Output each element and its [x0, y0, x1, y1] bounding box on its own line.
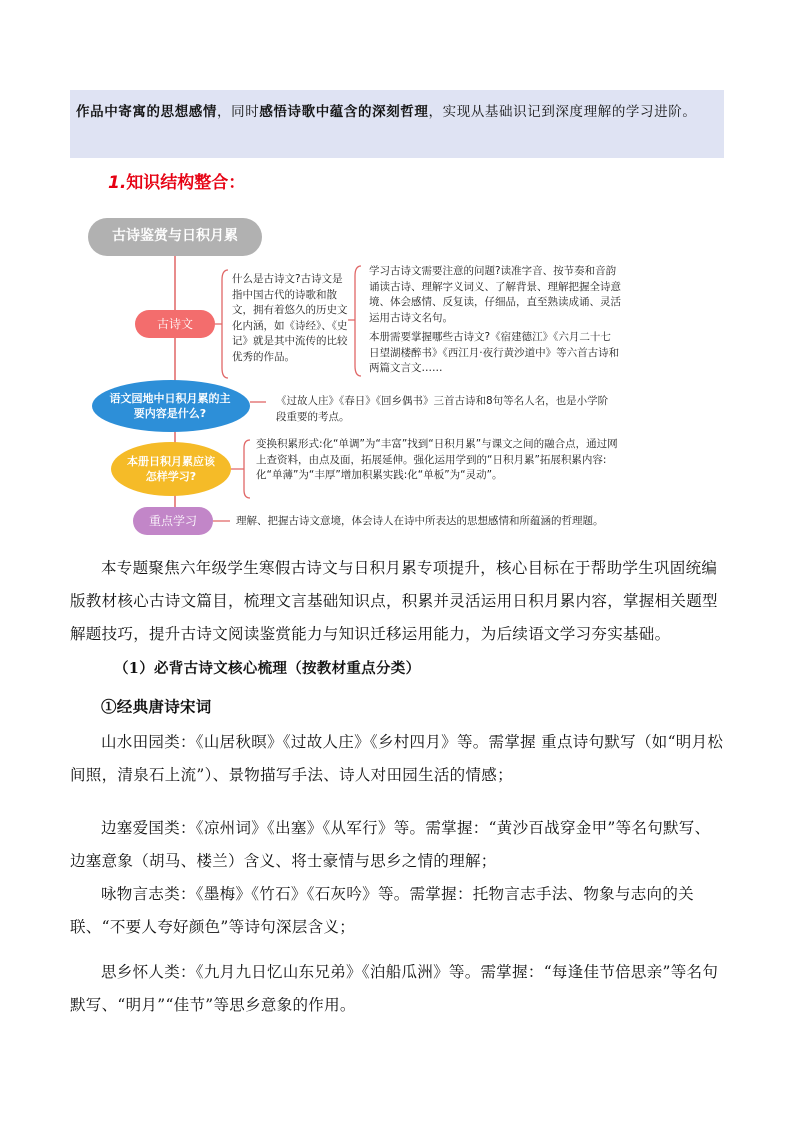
node2-description: 《过故人庄》《春日》《回乡偶书》三首古诗和8句等名人名，也是小学阶段重要的考点。 — [276, 395, 609, 423]
intro-bold-phrase-1: 作品中寄寓的思想感情 — [76, 104, 217, 120]
root-node: 古诗鉴赏与日积月累 — [112, 228, 238, 244]
node1-brace — [215, 270, 228, 378]
body-paragraph-object: 咏物言志类：《墨梅》《竹石》《石灰吟》等。需掌握：托物言志手法、物象与志向的关联、“不要人夸好颜色”等诗句深层含义； — [70, 885, 694, 936]
body-paragraph-homesick: 思乡怀人类：《九月九日忆山东兄弟》《泊船瓜洲》等。需掌握：“每逢佳节倍思亲”等名句默写、“明月”“佳节”等思乡意象的作用。 — [70, 963, 719, 1014]
subheading-core-poems: （1）必背古诗文核心梳理（按教材重点分类） — [114, 660, 421, 677]
node1-sub-item-2: 本册需要掌握哪些古诗文?《宿建德江》《六月二十七日望湖楼醉书》《西江月·夜行黄沙道中》等六首古诗和两篇文言文…… — [369, 331, 620, 374]
intro-bold-phrase-2: 感悟诗歌中蕴含的深刻哲理 — [259, 104, 429, 120]
intro-separator: ，同时 — [217, 104, 260, 120]
node3-description: 变换积累形式:化“单调”为“丰富”找到“日积月累”与课文之间的融合点，通过网上查资料，由点及面，拓展延伸。强化运用学到的“日积月累”拓展积累内容:化“单薄”为“丰厚”增加积累实践:化“单板”为“灵动”。 — [256, 438, 618, 481]
body-paragraph-intro: 本专题聚焦六年级学生寒假古诗文与日积月累专项提升，核心目标在于帮助学生巩固统编版教材核心古诗文篇目，梳理文言基础知识点，积累并灵活运用日积月累内容，掌握相关题型解题技巧，提升古诗文阅读鉴赏能力与知识迁移运用能力，为后续语文学习夯实基础。 — [70, 559, 718, 643]
node3-brace — [231, 440, 250, 498]
node1-description: 什么是古诗文?古诗文是指中国古代的诗歌和散文，拥有着悠久的历史文化内涵，如《诗经》、《史记》就是其中流传的比较优秀的作品。 — [232, 273, 348, 363]
intro-rest: ，实现从基础识记到深度理解的学习进阶。 — [428, 104, 697, 120]
node1-sub-item-1: 学习古诗文需要注意的问题?读准字音、按节奏和音韵诵读古诗、理解字义词义、了解背景、理解把握全诗意境、体会感情、反复读，仔细品，直至熟读成诵、灵活运用古诗文名句。 — [369, 265, 621, 324]
section-number: 1. — [108, 173, 127, 193]
node4-description: 理解、把握古诗文意境，体会诗人在诗中所表达的思想感情和所蕴涵的哲理题。 — [236, 515, 604, 527]
body-paragraph-frontier: 边塞爱国类：《凉州词》《出塞》《从军行》等。需掌握：“黄沙百战穿金甲”等名句默写、边塞意象（胡马、楼兰）含义、将士豪情与思乡之情的理解； — [70, 819, 711, 870]
body-paragraph-landscape: 山水田园类：《山居秋暝》《过故人庄》《乡村四月》等。需掌握 重点诗句默写（如“明月松间照，清泉石上流”）、景物描写手法、诗人对田园生活的情感； — [70, 733, 724, 784]
node4-label: 重点学习 — [148, 514, 197, 528]
node2-label: 语文园地中日积月累的主要内容是什么? — [109, 392, 231, 420]
node3-label: 本册日积月累应该怎样学习? — [127, 455, 215, 483]
section-title-text: 知识结构整合： — [126, 173, 246, 193]
subheading-tang-song: ①经典唐诗宋词 — [101, 697, 212, 716]
node1-label: 古诗文 — [156, 317, 193, 331]
node1-sub-brace — [348, 266, 361, 376]
